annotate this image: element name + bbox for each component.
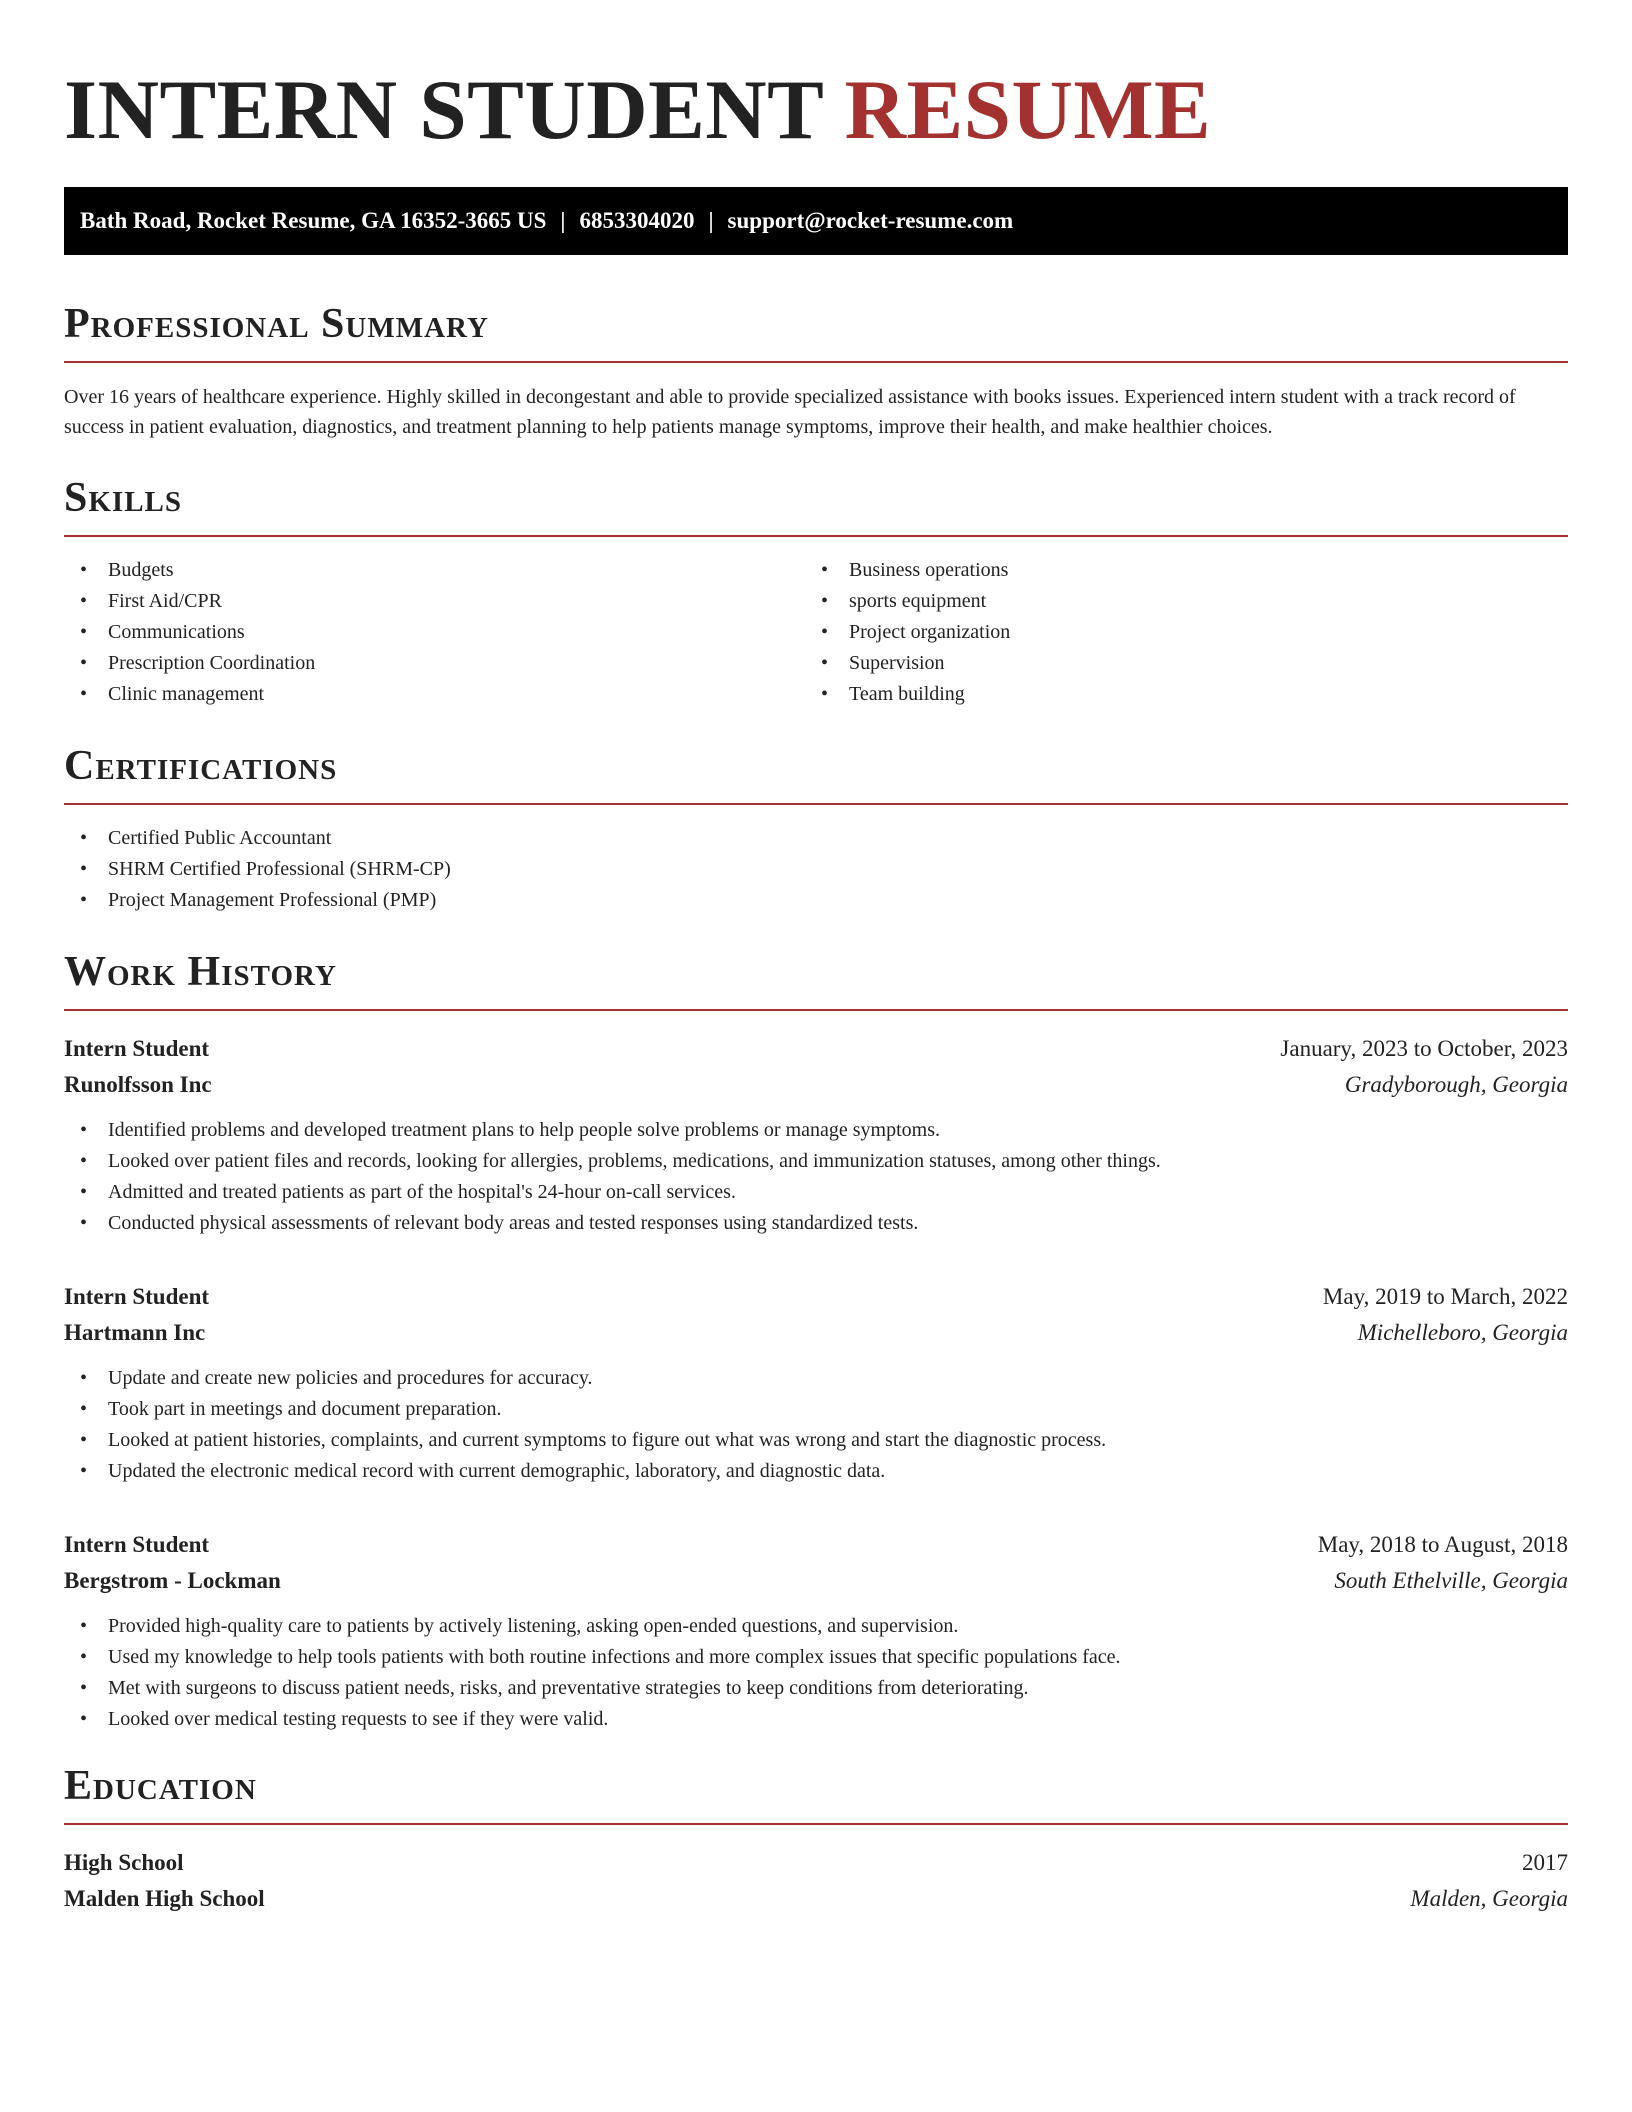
- skill-item: • Business operations: [805, 555, 1546, 586]
- contact-bar: [64, 187, 1568, 255]
- skill-item: • Supervision: [805, 648, 1546, 679]
- education-year: 2017: [1522, 1850, 1568, 1875]
- job-header-row: [64, 1527, 1568, 1563]
- job-bullet: • Identified problems and developed treatment plans to help people solve problems or manage symptoms.: [64, 1115, 1568, 1146]
- education-location: Malden, Georgia: [1410, 1886, 1568, 1911]
- skill-item: • sports equipment: [805, 586, 1546, 617]
- certification-item: • SHRM Certified Professional (SHRM-CP): [64, 854, 1568, 885]
- title-name: INTERN STUDENT: [64, 63, 823, 157]
- skill-item: • Prescription Coordination: [64, 648, 805, 679]
- contact-separator: |: [560, 208, 566, 233]
- education-section: [64, 1765, 1568, 1917]
- job-entry: [64, 1527, 1568, 1735]
- certification-item: • Project Management Professional (PMP): [64, 885, 1568, 916]
- job-dates: January, 2023 to October, 2023: [1280, 1036, 1568, 1061]
- contact-address: Bath Road, Rocket Resume, GA 16352-3665 US: [80, 208, 547, 233]
- skills-section: [64, 477, 1568, 710]
- contact-phone: 6853304020: [579, 208, 695, 233]
- certifications-list: [64, 823, 1568, 916]
- summary-section: [64, 303, 1568, 442]
- job-title: Intern Student: [64, 1284, 210, 1309]
- job-title: Intern Student: [64, 1036, 210, 1061]
- job-bullet: • Met with surgeons to discuss patient needs, risks, and preventative strategies to keep conditions from deteriorating.: [64, 1673, 1568, 1704]
- job-bullet: • Used my knowledge to help tools patients with both routine infections and more complex issues that specific populations face.: [64, 1642, 1568, 1673]
- education-entry: [64, 1845, 1568, 1917]
- job-company-row: [64, 1315, 1568, 1351]
- job-company-row: [64, 1067, 1568, 1103]
- education-header-row: [64, 1845, 1568, 1881]
- job-bullet: • Conducted physical assessments of relevant body areas and tested responses using standardized tests.: [64, 1208, 1568, 1239]
- skill-item: • Budgets: [64, 555, 805, 586]
- work-history-section: [64, 951, 1568, 1735]
- skills-columns: [64, 555, 1568, 710]
- job-bullets: [64, 1115, 1568, 1239]
- section-heading-summary: Professional Summary: [64, 303, 1568, 363]
- skills-list-left: [64, 555, 805, 710]
- job-bullet: • Looked at patient histories, complaints, and current symptoms to figure out what was wrong and start the diagnostic process.: [64, 1425, 1568, 1456]
- job-dates: May, 2019 to March, 2022: [1322, 1284, 1568, 1309]
- section-heading-education: Education: [64, 1765, 1568, 1825]
- certification-item: • Certified Public Accountant: [64, 823, 1568, 854]
- job-bullet: • Admitted and treated patients as part of the hospital's 24-hour on-call services.: [64, 1177, 1568, 1208]
- contact-email: support@rocket-resume.com: [727, 208, 1014, 233]
- education-school: Malden High School: [64, 1886, 265, 1911]
- summary-text: Over 16 years of healthcare experience. Highly skilled in decongestant and able to provide specialized assistance with books issues. Experienced intern student with a track record of success in patient evaluation, diagnostics, and treatment planning to help patients manage symptoms, improve their health, and make healthier choices.: [64, 386, 1516, 438]
- job-bullet: • Provided high-quality care to patients by actively listening, asking open-ended questions, and supervision.: [64, 1611, 1568, 1642]
- skill-item: • First Aid/CPR: [64, 586, 805, 617]
- job-dates: May, 2018 to August, 2018: [1317, 1532, 1568, 1557]
- section-heading-skills: Skills: [64, 477, 1568, 537]
- skills-list-right: [805, 555, 1546, 710]
- skill-item: • Team building: [805, 679, 1546, 710]
- job-bullet: • Took part in meetings and document preparation.: [64, 1394, 1568, 1425]
- job-company: Runolfsson Inc: [64, 1072, 212, 1097]
- job-bullet: • Looked over medical testing requests to see if they were valid.: [64, 1704, 1568, 1735]
- job-entry: [64, 1279, 1568, 1487]
- section-heading-certifications: Certifications: [64, 745, 1568, 805]
- skill-item: • Clinic management: [64, 679, 805, 710]
- job-bullets: [64, 1611, 1568, 1735]
- job-title: Intern Student: [64, 1532, 210, 1557]
- education-degree: High School: [64, 1850, 184, 1875]
- job-location: Michelleboro, Georgia: [1357, 1320, 1568, 1345]
- job-entry: [64, 1031, 1568, 1239]
- education-school-row: [64, 1881, 1568, 1917]
- job-location: Gradyborough, Georgia: [1344, 1072, 1568, 1097]
- section-heading-work-history: Work History: [64, 951, 1568, 1011]
- job-company-row: [64, 1563, 1568, 1599]
- job-header-row: [64, 1279, 1568, 1315]
- title-accent: RESUME: [844, 63, 1212, 157]
- job-bullet: • Looked over patient files and records, looking for allergies, problems, medications, and immunization statuses, among other things.: [64, 1146, 1568, 1177]
- job-company: Hartmann Inc: [64, 1320, 206, 1345]
- job-bullet: • Update and create new policies and procedures for accuracy.: [64, 1363, 1568, 1394]
- skill-item: • Project organization: [805, 617, 1546, 648]
- job-bullets: [64, 1363, 1568, 1487]
- job-company: Bergstrom - Lockman: [64, 1568, 281, 1593]
- resume-title: [64, 63, 1568, 157]
- certifications-section: [64, 745, 1568, 916]
- contact-separator: |: [708, 208, 714, 233]
- job-location: South Ethelville, Georgia: [1334, 1568, 1568, 1593]
- job-header-row: [64, 1031, 1568, 1067]
- skill-item: • Communications: [64, 617, 805, 648]
- job-bullet: • Updated the electronic medical record with current demographic, laboratory, and diagnostic data.: [64, 1456, 1568, 1487]
